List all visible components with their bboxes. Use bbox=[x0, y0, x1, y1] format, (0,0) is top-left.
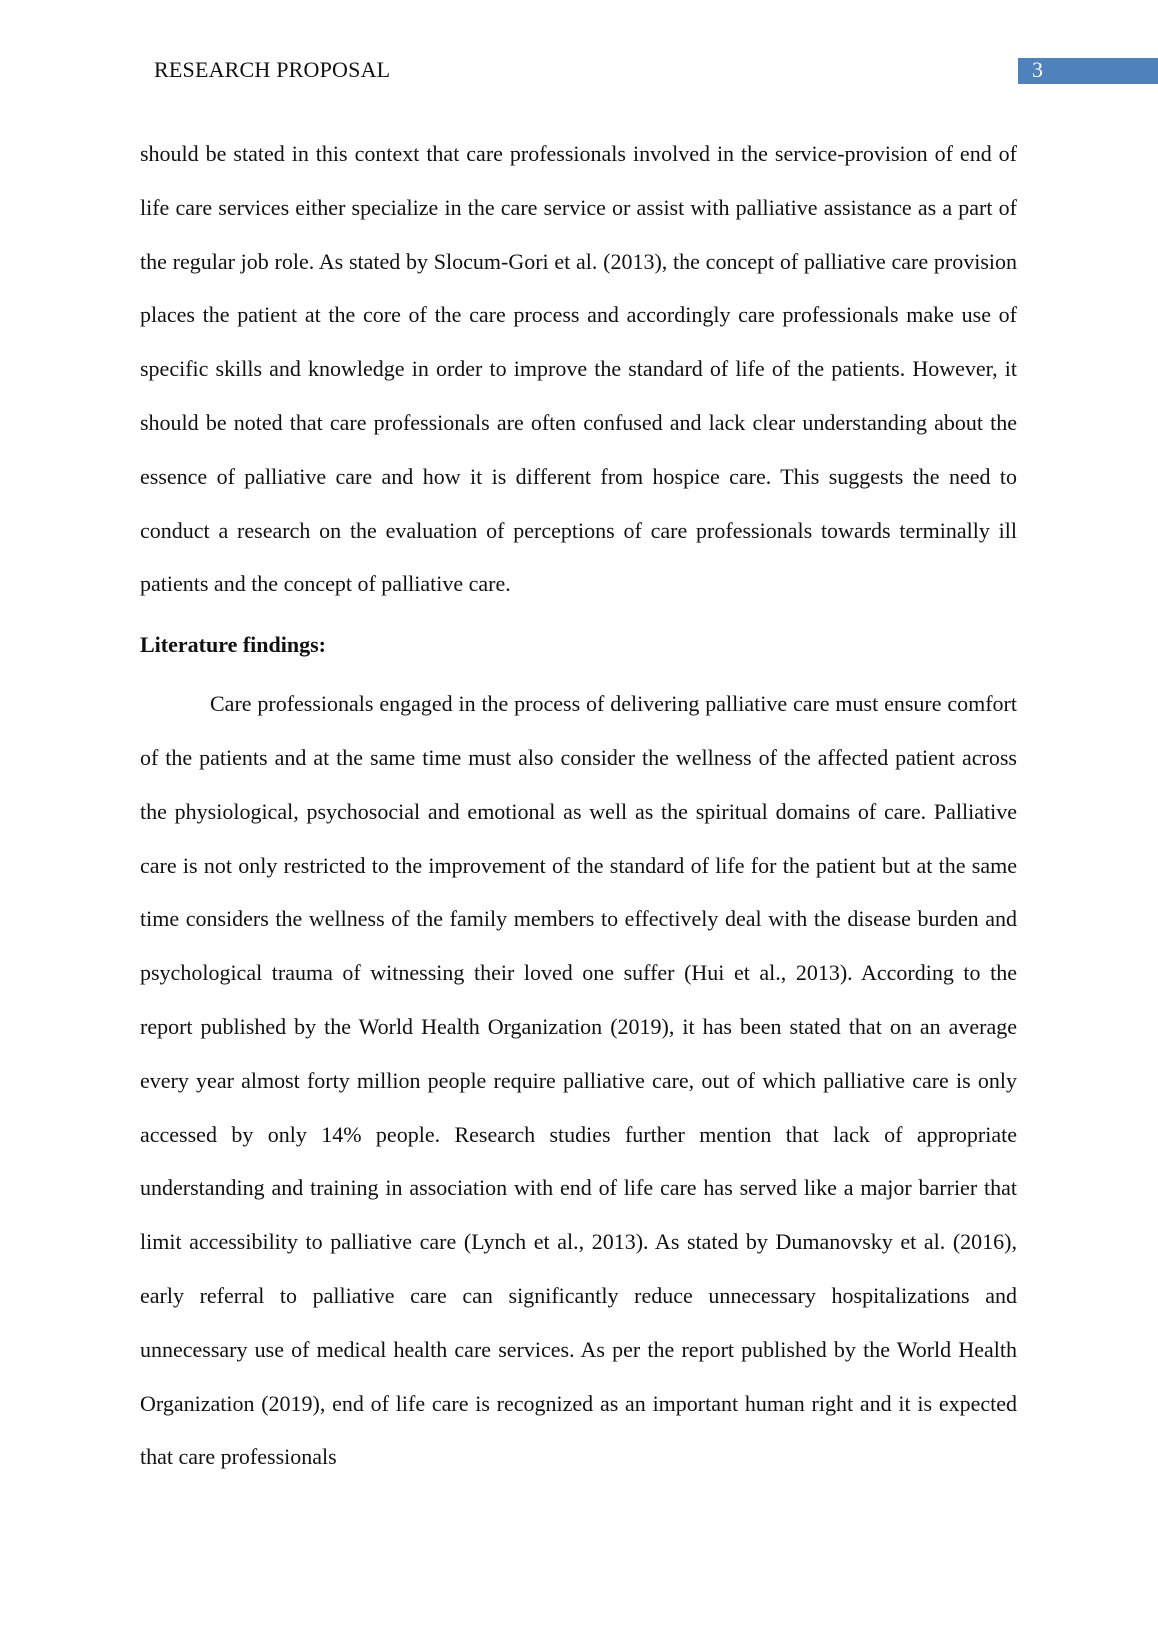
section-heading-literature-findings: Literature findings: bbox=[140, 632, 326, 658]
paragraph-intro-continued: should be stated in this context that care professionals involved in the service-provision of end of life care services either specialize in the care service or assist with palliative assistance as a part of the regular job role. As stated by Slocum-Gori et al. (2013), the concept of palliative care provision places the patient at the core of the care process and accordingly care professionals make use of specific skills and knowledge in order to improve the standard of life of the patients. However, it should be noted that care professionals are often confused and lack clear understanding about the essence of palliative care and how it is different from hospice care. This suggests the need to conduct a research on the evaluation of perceptions of care professionals towards terminally ill patients and the concept of palliative care. bbox=[140, 141, 1017, 597]
running-head: RESEARCH PROPOSAL bbox=[154, 57, 391, 82]
body-text bbox=[140, 127, 1017, 1484]
paragraph-literature-findings: Care professionals engaged in the process of delivering palliative care must ensure comfort of the patients and at the same time must also consider the wellness of the affected patient across the physiological, psychosocial and emotional as well as the spiritual domains of care. Palliative care is not only restricted to the improvement of the standard of life for the patient but at the same time considers the wellness of the family members to effectively deal with the disease burden and psychological trauma of witnessing their loved one suffer (Hui et al., 2013). According to the report published by the World Health Organization (2019), it has been stated that on an average every year almost forty million people require palliative care, out of which palliative care is only accessed by only 14% people. Research studies further mention that lack of appropriate understanding and training in association with end of life care has served like a major barrier that limit accessibility to palliative care (Lynch et al., 2013). As stated by Dumanovsky et al. (2016), early referral to palliative care can significantly reduce unnecessary hospitalizations and unnecessary use of medical health care services. As per the report published by the World Health Organization (2019), end of life care is recognized as an important human right and it is expected that care professionals bbox=[140, 691, 1017, 1470]
page-number: 3 bbox=[1032, 57, 1043, 82]
page-number-box bbox=[1018, 58, 1158, 84]
